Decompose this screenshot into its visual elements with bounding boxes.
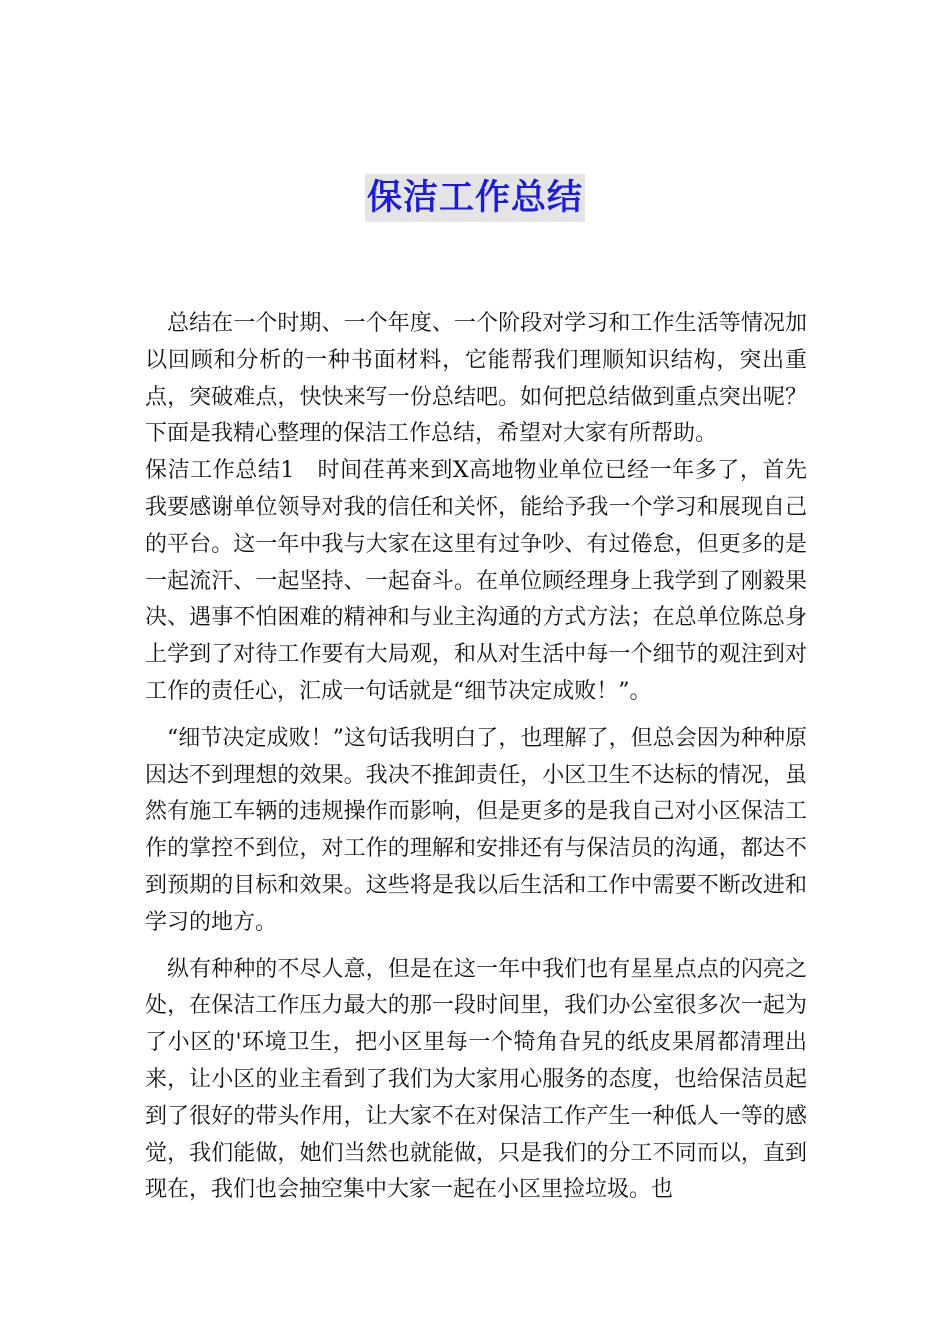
document-body: [145, 306, 807, 1209]
highlights-paragraph: 纵有种种的不尽人意，但是在这一年中我们也有星星点点的闪亮之处，在保洁工作压力最大的那一段时间里，我们办公室很多次一起为了小区的'环境卫生，把小区里每一个犄角旮旯的纸皮果屑都清理出来，让小区的业主看到了我们为大家用心服务的态度，也给保洁员起到了很好的带头作用，让大家不在对保洁工作产生一种低人一等的感觉，我们能做，她们当然也就能做，只是我们的分工不同而以，直到现在，我们也会抽空集中大家一起在小区里捡垃圾。也: [145, 956, 807, 1203]
details-paragraph: “细节决定成败！”这句话我明白了，也理解了，但总会因为种种原因达不到理想的效果。我决不推卸责任，小区卫生不达标的情况，虽然有施工车辆的违规操作而影响，但是更多的是我自己对小区保洁工作的掌控不到位，对工作的理解和安排还有与保洁员的沟通，都达不到预期的目标和效果。这些将是我以后生活和工作中需要不断改进和学习的地方。: [145, 725, 807, 935]
document-title: 保洁工作总结: [365, 174, 585, 222]
summary-1-paragraph: 保洁工作总结1 时间荏苒来到X高地物业单位已经一年多了，首先我要感谢单位领导对我的信任和关怀，能给予我一个学习和展现自己的平台。这一年中我与大家在这里有过争吵、有过倦怠，但更多的是一起流汗、一起坚持、一起奋斗。在单位顾经理身上我学到了刚毅果决、遇事不怕困难的精神和与业主沟通的方式方法；在总单位陈总身上学到了对待工作要有大局观，和从对生活中每一个细节的观注到对工作的责任心，汇成一句话就是“细节决定成败！”。: [145, 458, 807, 704]
title-container: [0, 174, 950, 222]
intro-paragraph: 总结在一个时期、一个年度、一个阶段对学习和工作生活等情况加以回顾和分析的一种书面材料，它能帮我们理顺知识结构，突出重点，突破难点，快快来写一份总结吧。如何把总结做到重点突出呢？下面是我精心整理的保洁工作总结，希望对大家有所帮助。: [145, 311, 807, 447]
